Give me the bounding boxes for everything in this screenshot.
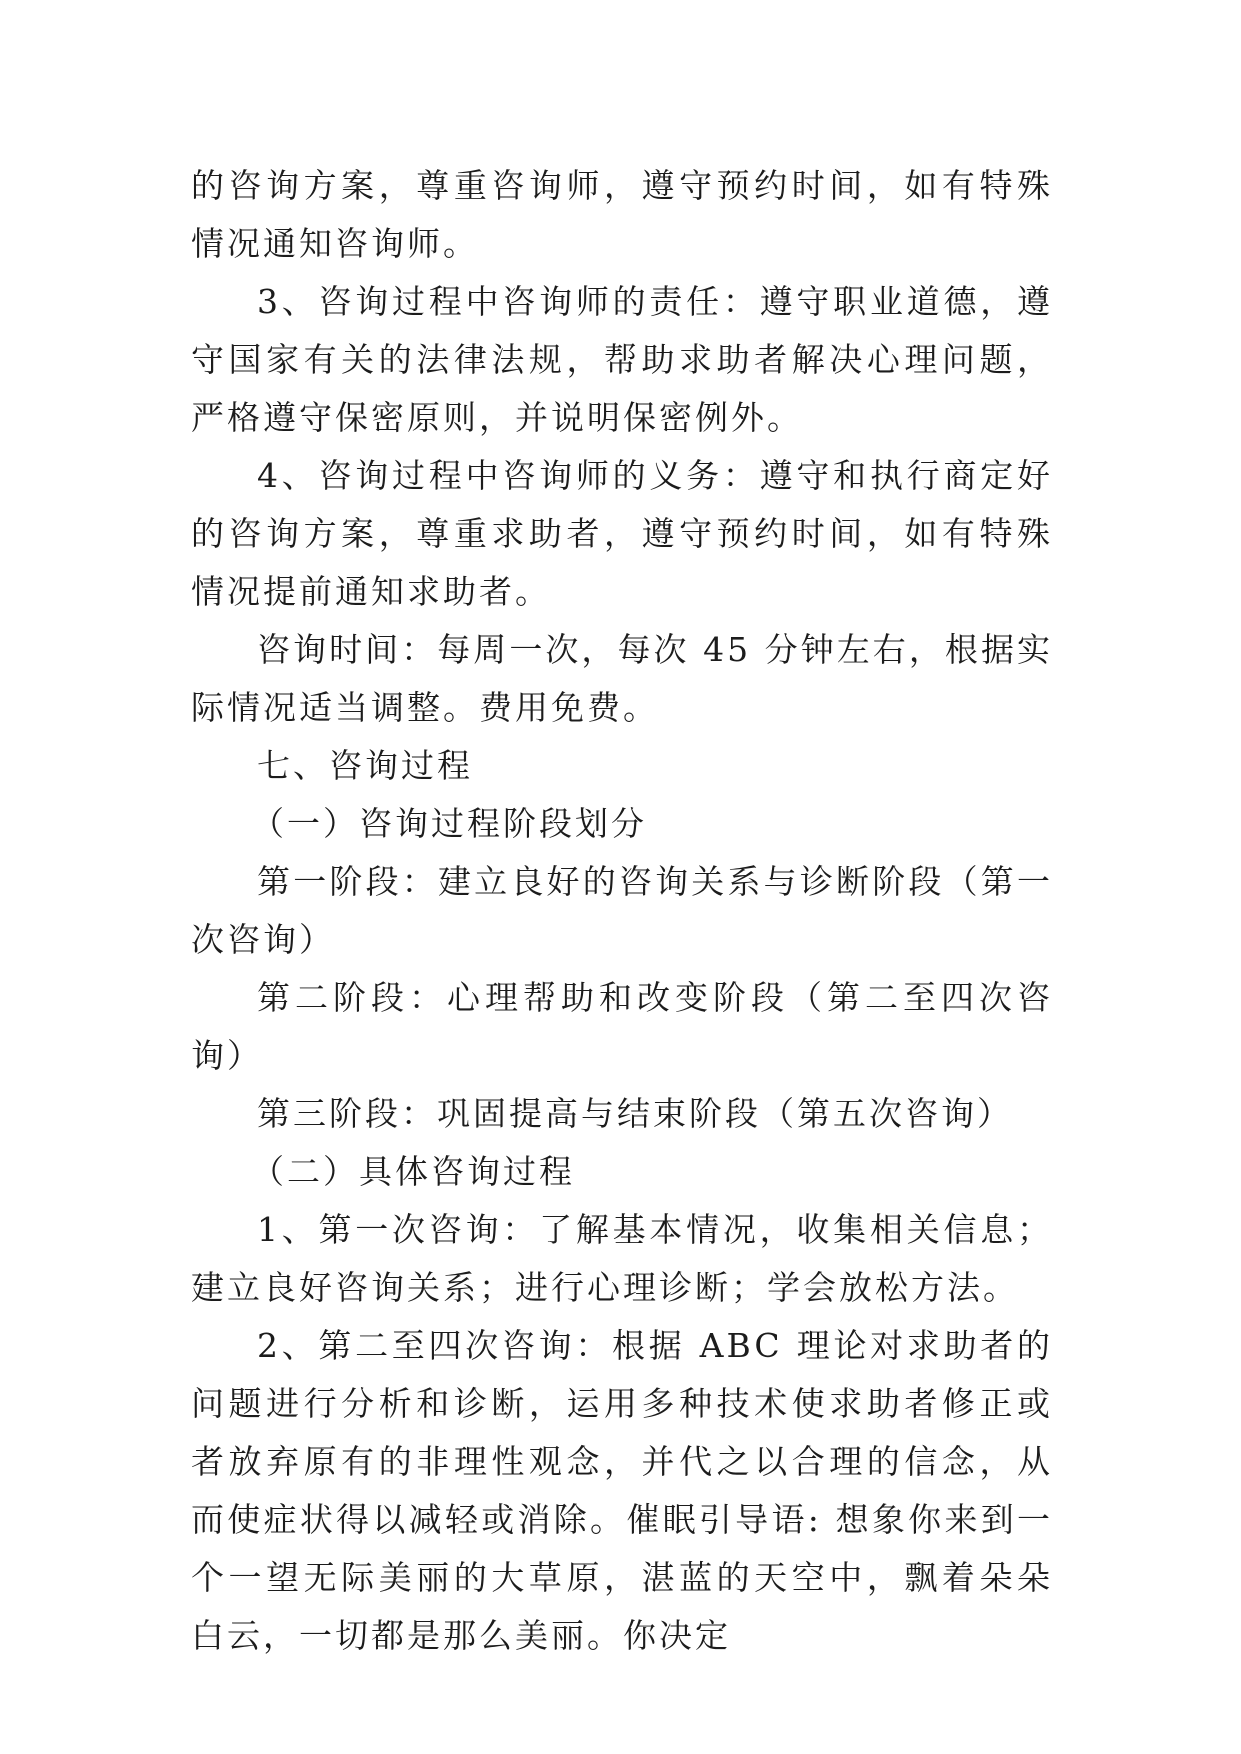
paragraph-first-session: 1、第一次咨询：了解基本情况，收集相关信息；建立良好咨询关系；进行心理诊断；学会放松方法。: [191, 1210, 1053, 1307]
section-heading-process: 七、咨询过程: [257, 746, 473, 785]
body-text: [191, 157, 1053, 1665]
paragraph-counselor-responsibility: 3、咨询过程中咨询师的责任：遵守职业道德，遵守国家有关的法律法规，帮助求助者解决心理问题，严格遵守保密原则，并说明保密例外。: [191, 282, 1053, 437]
paragraph-stage-one: 第一阶段：建立良好的咨询关系与诊断阶段（第一次咨询）: [191, 862, 1053, 959]
paragraph-consult-time: 咨询时间：每周一次，每次 45 分钟左右，根据实际情况适当调整。费用免费。: [191, 630, 1053, 727]
paragraph-stage-three: 第三阶段：巩固提高与结束阶段（第五次咨询）: [257, 1094, 1013, 1133]
subheading-specific-process: （二）具体咨询过程: [251, 1152, 575, 1191]
paragraph-continuation: 的咨询方案，尊重咨询师，遵守预约时间，如有特殊情况通知咨询师。: [191, 166, 1053, 263]
subheading-stage-division: （一）咨询过程阶段划分: [251, 804, 647, 843]
paragraph-second-to-fourth-session: 2、第二至四次咨询：根据 ABC 理论对求助者的问题进行分析和诊断，运用多种技术使求助者修正或者放弃原有的非理性观念，并代之以合理的信念，从而使症状得以减轻或消除。催眠引导语: 想象你来到一个一望无际美丽的大草原，湛蓝的天空中，飘着朵朵白云，一切都是那么美丽。你决定: [191, 1326, 1053, 1655]
paragraph-counselor-obligation: 4、咨询过程中咨询师的义务：遵守和执行商定好的咨询方案，尊重求助者，遵守预约时间，如有特殊情况提前通知求助者。: [191, 456, 1053, 611]
paragraph-stage-two: 第二阶段：心理帮助和改变阶段（第二至四次咨询）: [191, 978, 1053, 1075]
